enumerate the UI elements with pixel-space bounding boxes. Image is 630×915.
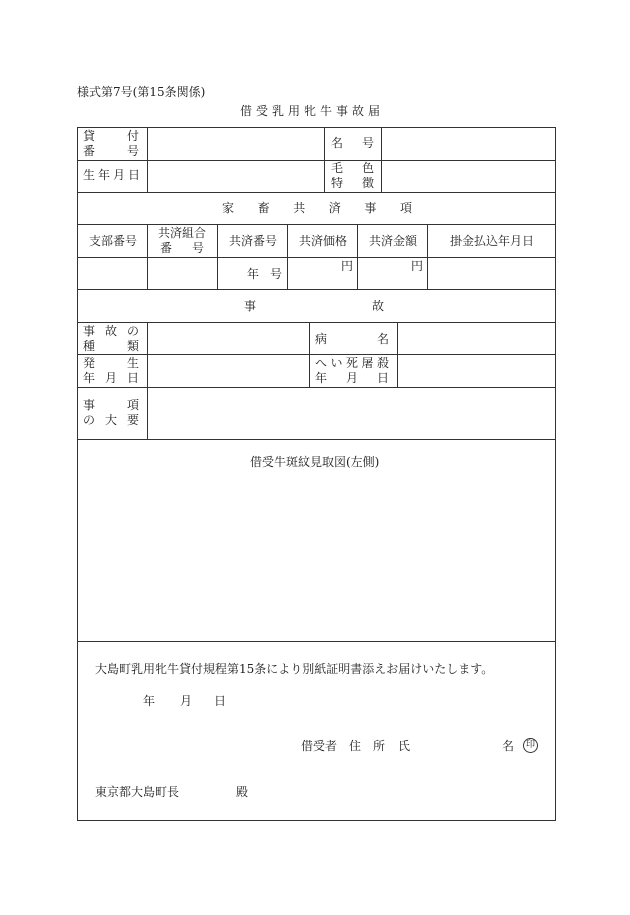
line	[78, 160, 555, 161]
label-char: い	[330, 356, 343, 370]
line	[287, 224, 288, 289]
label-char: 貸	[83, 129, 96, 143]
title-char: 事	[244, 299, 257, 313]
union-number-header-top: 共済組合	[158, 226, 207, 240]
number-label: 号	[270, 267, 283, 281]
label-char: の	[126, 324, 139, 338]
name-label: 名	[502, 739, 515, 753]
label-char: 類	[126, 339, 139, 353]
label-char: 病	[315, 332, 328, 346]
line	[324, 128, 325, 192]
title-char: 事	[364, 201, 377, 215]
line	[78, 354, 555, 355]
line	[381, 128, 382, 192]
label-char: 名	[331, 136, 344, 150]
year-label: 年	[247, 267, 260, 281]
label-char: 屠	[361, 356, 374, 370]
livestock-section-title	[222, 201, 412, 215]
mutual-number-header: 共済番号	[229, 234, 278, 248]
accident-type-label-top	[83, 324, 139, 339]
occurrence-label-top	[83, 356, 139, 371]
line	[78, 641, 555, 642]
label-char: の	[83, 413, 96, 427]
form-title: 借受乳用牝牛事故届	[240, 104, 385, 118]
death-slaughter-label-bottom	[315, 371, 389, 386]
address-label: 住	[349, 739, 362, 753]
label-char: 発	[83, 356, 96, 370]
coat-label-top	[331, 161, 374, 176]
birth-date-label: 生年月日	[83, 168, 144, 182]
mutual-price-header: 共済価格	[299, 234, 348, 248]
line	[78, 387, 555, 388]
loan-number-label-top	[83, 129, 139, 144]
line	[78, 224, 555, 225]
form-number: 様式第7号(第15条関係)	[77, 85, 206, 99]
label-char: 項	[126, 398, 139, 412]
accident-section-title	[244, 299, 384, 313]
title-char: 共	[293, 201, 306, 215]
title-char: 済	[328, 201, 341, 215]
line	[147, 128, 148, 192]
label-char: 種	[83, 339, 96, 353]
label-char: 色	[361, 161, 374, 175]
label-char: 毛	[331, 161, 344, 175]
line	[427, 224, 428, 289]
label-char: 日	[126, 371, 139, 385]
submission-statement: 大島町乳用牝牛貸付規程第15条により別紙証明書添えお届けいたします。	[95, 662, 494, 676]
occurrence-label-bottom	[83, 371, 139, 386]
label-char: 番	[83, 144, 96, 158]
line	[217, 224, 218, 289]
label-char: 事	[83, 324, 96, 338]
line	[397, 322, 398, 387]
label-char: 年	[83, 371, 96, 385]
label-char: 付	[126, 129, 139, 143]
label-char: へ	[315, 356, 328, 370]
date-year: 年	[143, 694, 156, 708]
summary-label-top	[83, 398, 139, 413]
label-char: 殺	[376, 356, 389, 370]
disease-name-label	[315, 332, 389, 346]
name-number-label	[331, 136, 374, 150]
label-char: 番	[160, 241, 173, 255]
label-char: 号	[191, 241, 204, 255]
seal-icon: 印	[523, 738, 538, 753]
line	[147, 224, 148, 289]
honorific: 殿	[236, 785, 249, 799]
premium-date-header: 掛金払込年月日	[450, 234, 535, 248]
branch-number-header: 支部番号	[89, 234, 138, 248]
line	[309, 322, 310, 387]
title-char: 項	[399, 201, 412, 215]
name-label: 氏	[398, 739, 411, 753]
yen-label: 円	[341, 259, 354, 273]
form-table	[77, 127, 556, 821]
line	[147, 322, 148, 439]
label-char: 要	[126, 413, 139, 427]
address-label: 所	[373, 739, 386, 753]
date-month: 月	[180, 694, 193, 708]
coat-label-bottom	[331, 176, 374, 191]
label-char: 事	[83, 398, 96, 412]
label-char: 徴	[361, 176, 374, 190]
line	[78, 289, 555, 290]
line	[357, 224, 358, 289]
borrower-label: 借受者	[301, 739, 338, 753]
summary-label-bottom	[83, 413, 139, 428]
label-char: 故	[104, 324, 117, 338]
marking-diagram-title: 借受牛斑紋見取図(左側)	[250, 455, 380, 469]
accident-type-label-bottom	[83, 339, 139, 354]
label-char: 生	[126, 356, 139, 370]
label-char: 月	[345, 371, 358, 385]
label-char: 死	[345, 356, 358, 370]
label-char: 大	[104, 413, 117, 427]
label-char: 年	[315, 371, 328, 385]
addressee: 東京都大島町長	[95, 785, 180, 799]
date-day: 日	[214, 694, 227, 708]
loan-number-label-bottom	[83, 144, 139, 159]
label-char: 号	[361, 136, 374, 150]
union-number-header-bottom	[160, 241, 204, 256]
mutual-amount-header: 共済金額	[369, 234, 418, 248]
label-char: 日	[376, 371, 389, 385]
title-char: 畜	[257, 201, 270, 215]
line	[78, 322, 555, 323]
title-char: 故	[371, 299, 384, 313]
line	[78, 192, 555, 193]
label-char: 名	[376, 332, 389, 346]
label-char: 号	[126, 144, 139, 158]
yen-label: 円	[411, 259, 424, 273]
line	[78, 439, 555, 440]
label-char: 月	[104, 371, 117, 385]
label-char: 特	[331, 176, 344, 190]
death-slaughter-label-top	[315, 356, 389, 371]
line	[78, 257, 555, 258]
title-char: 家	[222, 201, 235, 215]
